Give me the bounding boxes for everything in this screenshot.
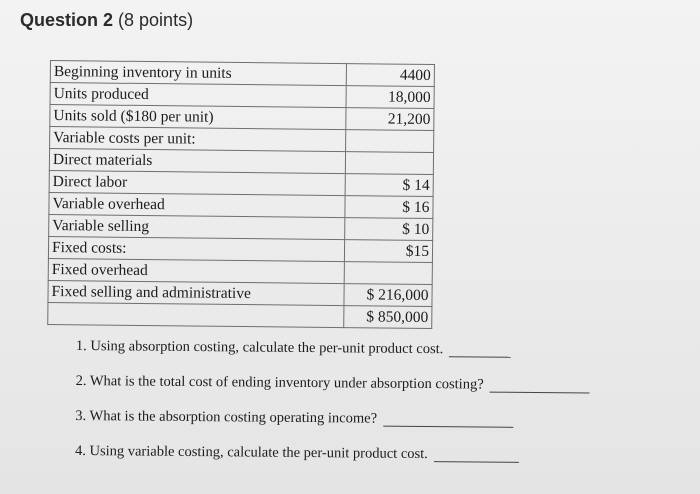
row-value: 18,000	[346, 86, 434, 109]
answer-blank[interactable]	[490, 377, 590, 394]
row-value: $ 14	[345, 174, 433, 197]
row-value: $ 216,000	[344, 284, 432, 307]
question-points: (8 points)	[118, 10, 194, 30]
question-item	[75, 408, 675, 448]
row-value	[345, 130, 433, 153]
row-label: Direct labor	[49, 170, 345, 195]
question-list	[75, 338, 676, 483]
row-value: $15	[344, 240, 432, 263]
row-value: $ 850,000	[344, 306, 432, 329]
question-item	[75, 443, 675, 483]
answer-blank[interactable]	[449, 341, 511, 358]
answer-blank[interactable]	[383, 411, 513, 428]
question-text: 1. Using absorption costing, calculate the per-unit product cost.	[75, 338, 444, 358]
row-label: Fixed costs:	[48, 236, 344, 261]
row-label: Variable costs per unit:	[50, 127, 346, 152]
row-value	[344, 262, 432, 285]
row-label: Variable selling	[49, 214, 345, 239]
row-label	[48, 302, 344, 327]
row-label: Variable overhead	[49, 192, 345, 217]
row-label: Units sold ($180 per unit)	[50, 105, 346, 130]
row-value	[345, 152, 433, 175]
question-item	[76, 338, 676, 378]
row-label: Fixed overhead	[48, 258, 344, 283]
question-text: 3. What is the absorption costing operating income?	[75, 407, 378, 427]
row-label: Direct materials	[49, 149, 345, 174]
row-value: 21,200	[346, 108, 434, 131]
cost-data-table	[47, 60, 435, 326]
row-value: $ 10	[344, 218, 432, 241]
question-item	[75, 373, 675, 413]
question-heading	[20, 10, 193, 31]
question-text: 4. Using variable costing, calculate the per-unit product cost.	[74, 442, 428, 463]
row-label: Fixed selling and administrative	[48, 280, 344, 305]
row-label: Units produced	[50, 83, 346, 108]
answer-blank[interactable]	[434, 446, 519, 463]
question-text: 2. What is the total cost of ending inventory under absorption costing?	[75, 372, 484, 393]
table-row	[48, 302, 432, 328]
row-value: $ 16	[345, 196, 433, 219]
question-number: Question 2	[20, 10, 114, 30]
row-value: 4400	[346, 64, 434, 87]
row-label: Beginning inventory in units	[50, 61, 346, 86]
